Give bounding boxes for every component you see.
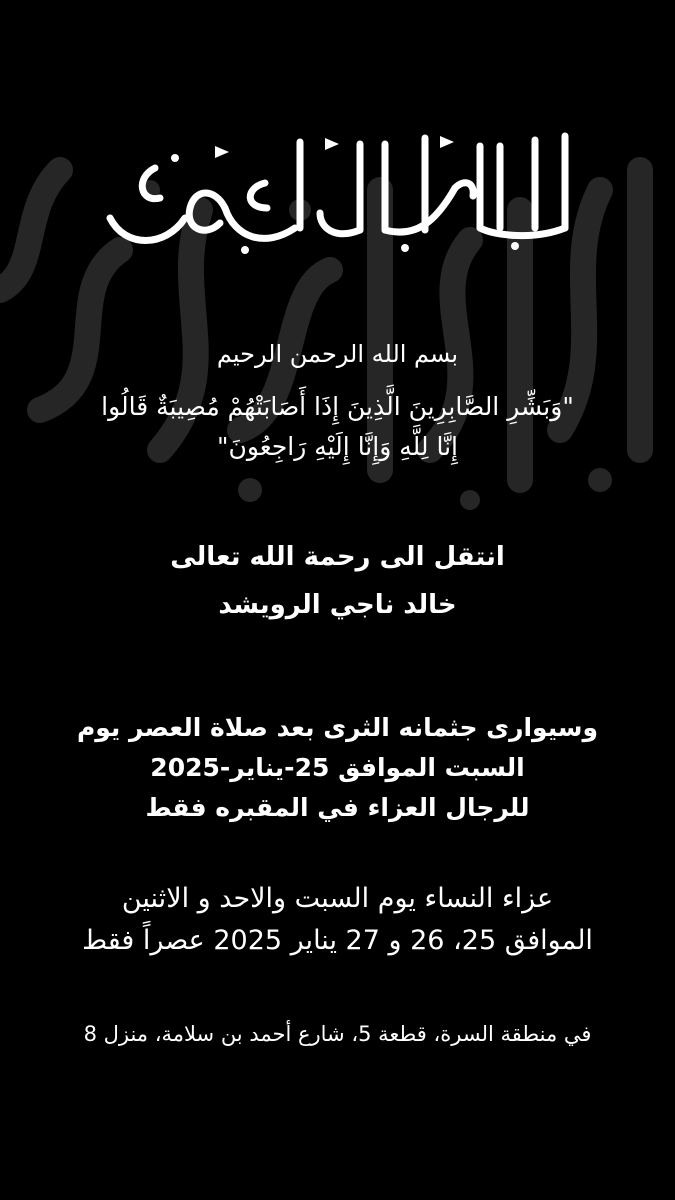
condolence-address: في منطقة السرة، قطعة 5، شارع أحمد بن سلامة، منزل 8 [83,1022,592,1046]
quran-verse-line-2: إِنَّا لِلَّهِ وَإِنَّا إِلَيْهِ رَاجِعُونَ" [216,432,458,461]
burial-line-1: وسيوارى جثمانه الثرى بعد صلاة العصر يوم [76,713,599,742]
burial-date: السبت الموافق 25-يناير-2025 [150,753,525,782]
quran-verse-line-1: "وَبَشِّرِ الصَّابِرِينَ الَّذِينَ إِذَا أَصَابَتْهُمْ مُصِيبَةٌ قَالُوا [101,392,574,421]
passed-away-text: انتقل الى رحمة الله تعالى [170,542,505,572]
deceased-name: خالد ناجي الرويشد [218,590,457,620]
basmala: بسم الله الرحمن الرحيم [216,340,459,368]
women-condolence-dates: الموافق 25، 26 و 27 يناير 2025 عصراً فقط [82,925,593,956]
women-condolence-days: عزاء النساء يوم السبت والاحد و الاثنين [121,883,554,914]
burial-men-condolence: للرجال العزاء في المقبره فقط [145,793,530,822]
inna-lillahi-calligraphy [95,128,585,258]
